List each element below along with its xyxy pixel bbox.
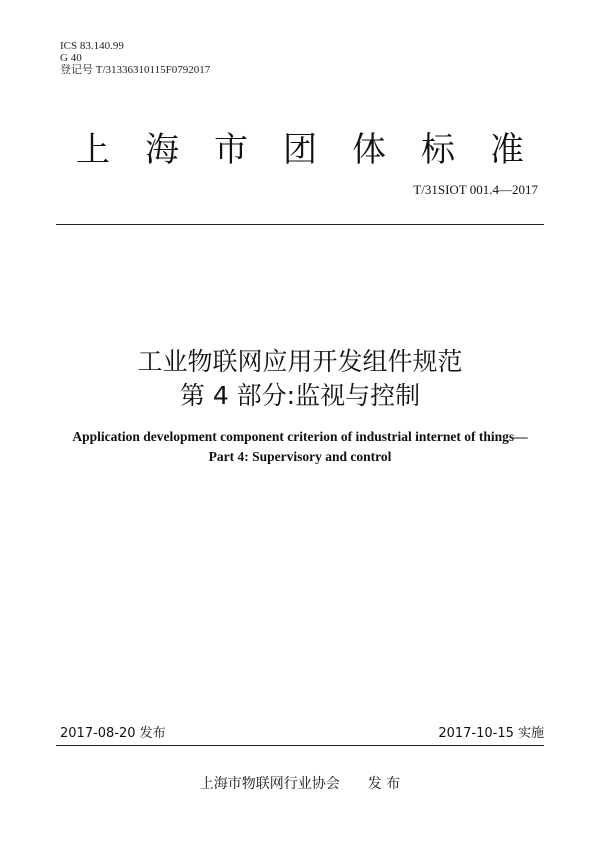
english-title-line2: Part 4: Supervisory and control [208,449,392,464]
chinese-title-line2: 第 4 部分:监视与控制 [179,381,421,410]
ics-code: ICS 83.140.99 [60,40,124,52]
publisher-name: 上海市物联网行业协会 [199,776,340,792]
issue-date: 2017-08-20 发布 [60,726,166,741]
chinese-title-line1: 工业物联网应用开发组件规范 [137,347,463,376]
ccs-code: G 40 [60,52,82,64]
top-divider [56,224,544,225]
publish-action: 发 布 [367,776,401,792]
publisher-line [0,773,600,793]
standard-number: T/31SIOT 001.4—2017 [413,182,538,197]
bottom-divider [56,745,544,746]
english-title-line1: Application development component criterion of industrial internet of things— [72,429,528,444]
registration-number: 登记号 T/31336310115F0792017 [60,64,211,76]
implementation-date: 2017-10-15 实施 [438,726,544,741]
organization-standard-title: 上海市团体标准 [76,130,559,170]
